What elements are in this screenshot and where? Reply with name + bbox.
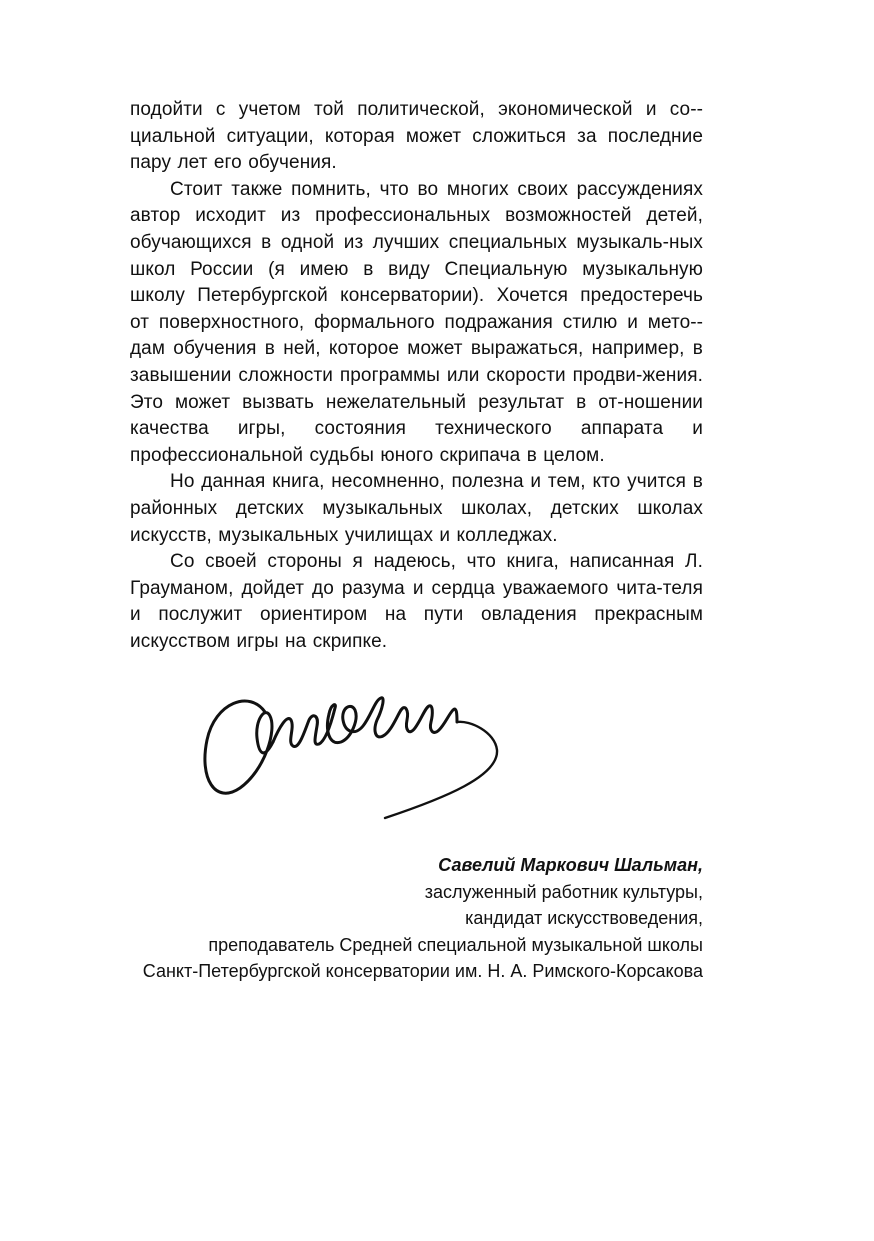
handwritten-signature	[195, 680, 505, 830]
signature-stroke-tail	[385, 722, 497, 818]
paragraph-3: Но данная книга, несомненно, полезна и тем, кто учится в районных детских музыкальных школах, детских школах искусств, музыкальных училищах и колледжах.	[130, 471, 703, 546]
signature-stroke-letters-2	[328, 698, 402, 743]
signature-stroke-letters-3	[401, 706, 457, 733]
author-name: Савелий Маркович Шальман,	[438, 855, 703, 875]
author-attribution	[100, 852, 703, 985]
signature-stroke-initial	[205, 701, 273, 793]
paragraph-4: Со своей стороны я надеюсь, что книга, написанная Л. Грауманом, дойдет до разума и сердца уважаемого чита-теля и послужит ориентиром на пути овладения прекрасным искусством игры на скрипке.	[130, 551, 703, 652]
author-title-3: преподаватель Средней специальной музыкальной школы	[208, 934, 703, 955]
author-title-2: кандидат искусствоведения,	[465, 908, 703, 928]
body-text	[130, 97, 703, 655]
author-title-1: заслуженный работник культуры,	[424, 881, 703, 902]
author-title-4: Санкт-Петербургской консерватории им. Н. А. Римского-Корсакова	[142, 961, 703, 981]
paragraph-2: Стоит также помнить, что во многих своих рассуждениях автор исходит из профессиональных возможностей детей, обучающихся в одной из лучших специальных музыкаль-ных школ России (я имею в виду Специальную музыкальную школу Петербургской консерватории). Хочется предостеречь от поверхностного, формального подражания стилю и мето-дам обучения в ней, которое может выражаться, например, в завышении сложности программы или скорости продви-жения. Это может вызвать нежелательный результат в от-ношении качества игры, состояния технического аппарата и профессиональной судьбы юного скрипача в целом.	[130, 178, 703, 466]
paragraph-1: подойти с учетом той политической, экономической и со-циальной ситуации, которая может сложиться за последние пару лет его обучения.	[130, 99, 703, 174]
